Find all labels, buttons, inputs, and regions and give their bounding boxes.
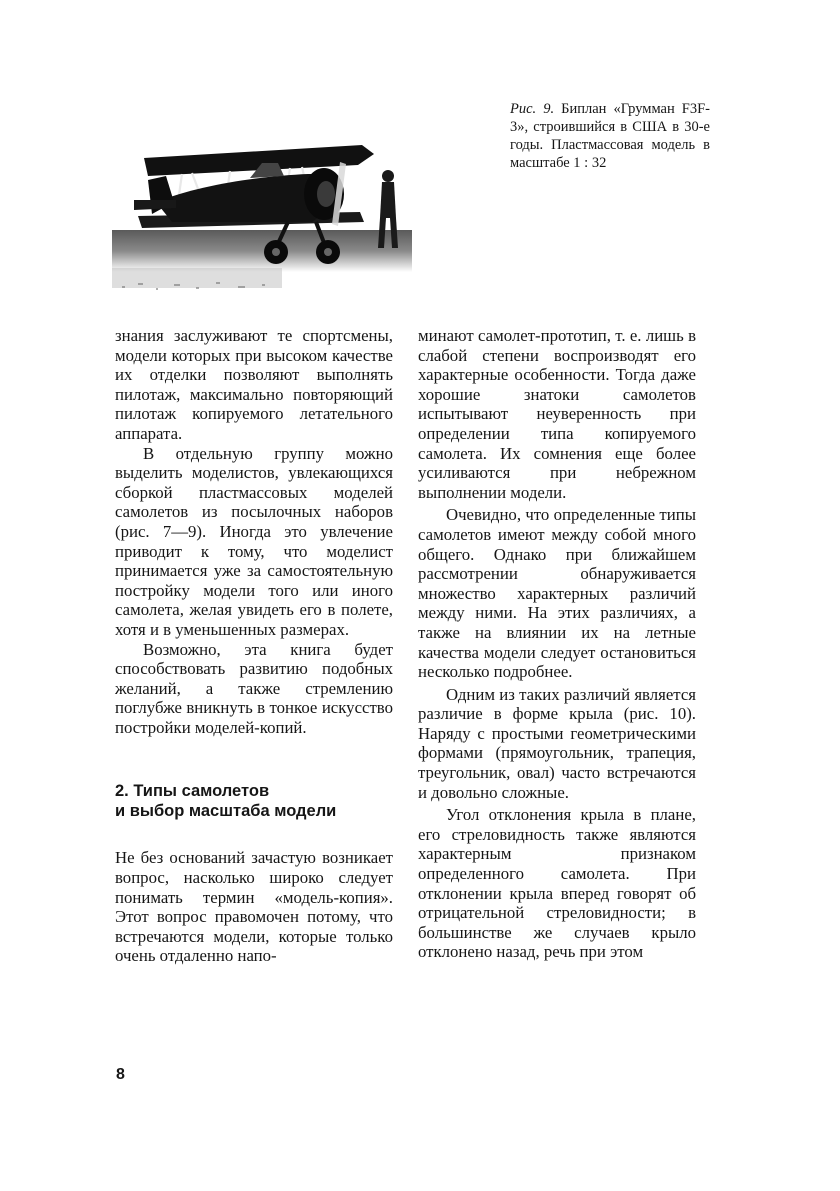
paragraph: Очевидно, что определенные типы самолетов имеют между собой много общего. Однако при ближайшем рассмотрении обнаруживается множество характерных различий между ними. На этих различиях, а также на влиянии их на летные качества модели следует остановиться несколько подробнее. [418, 505, 696, 682]
biplane-photo [112, 118, 412, 303]
figure-caption [510, 100, 710, 172]
biplane-illustration [112, 118, 412, 303]
paragraph: Угол отклонения крыла в плане, его стреловидность также являются характерным признаком определенного самолета. При отклонении крыла вперед говорят об отрицательной стреловидности; в большинстве же случаев крыло отклонено назад, речь при этом [418, 805, 696, 962]
paragraph: Не без оснований зачастую возникает вопрос, насколько широко следует понимать термин «модель-копия». Этот вопрос правомочен потому, что встречаются модели, которые только очень отдаленно напо- [115, 848, 393, 966]
figure-caption-text: Биплан «Грумман F3F-3», строившийся в США в 30-е годы. Пластмассовая модель в масштабе 1 : 32 [510, 101, 710, 171]
paragraph: Возможно, эта книга будет способствовать развитию подобных желаний, а также стремлению поглубже вникнуть в тонкое искусство постройки моделей-копий. [115, 639, 393, 737]
left-text-column [115, 326, 393, 966]
section-heading [115, 781, 393, 821]
figure-label: Рис. 9. [510, 101, 555, 117]
section-heading-line: и выбор масштаба модели [115, 802, 337, 821]
right-text-column [418, 326, 696, 962]
paragraph: знания заслуживают те спортсмены, модели которых при высоком качестве их отделки позволяют выполнять пилотаж, максимально повторяющий пилотаж копируемого летательного аппарата. [115, 326, 393, 443]
section-heading-line: 2. Типы самолетов [115, 782, 270, 801]
paragraph: минают самолет-прототип, т. е. лишь в слабой степени воспроизводят его характерные особенности. Тогда даже хорошие знатоки самолетов испытывают неуверенность при определении типа копируемого самолета. Их сомнения еще более усиливаются при небрежном выполнении модели. [418, 326, 696, 502]
paragraph: Одним из таких различий является различие в форме крыла (рис. 10). Наряду с простыми геометрическими формами (прямоугольник, трапеция, треугольник, овал) часто встречаются и довольно сложные. [418, 684, 696, 802]
paragraph: В отдельную группу можно выделить моделистов, увлекающихся сборкой пластмассовых моделей самолетов из посылочных наборов (рис. 7—9). Иногда это увлечение приводит к тому, что моделист принимается уже за самостоятельную постройку модели того или иного самолета, желая увидеть его в полете, хотя и в уменьшенных размерах. [115, 443, 393, 639]
page-number: 8 [116, 1066, 125, 1083]
